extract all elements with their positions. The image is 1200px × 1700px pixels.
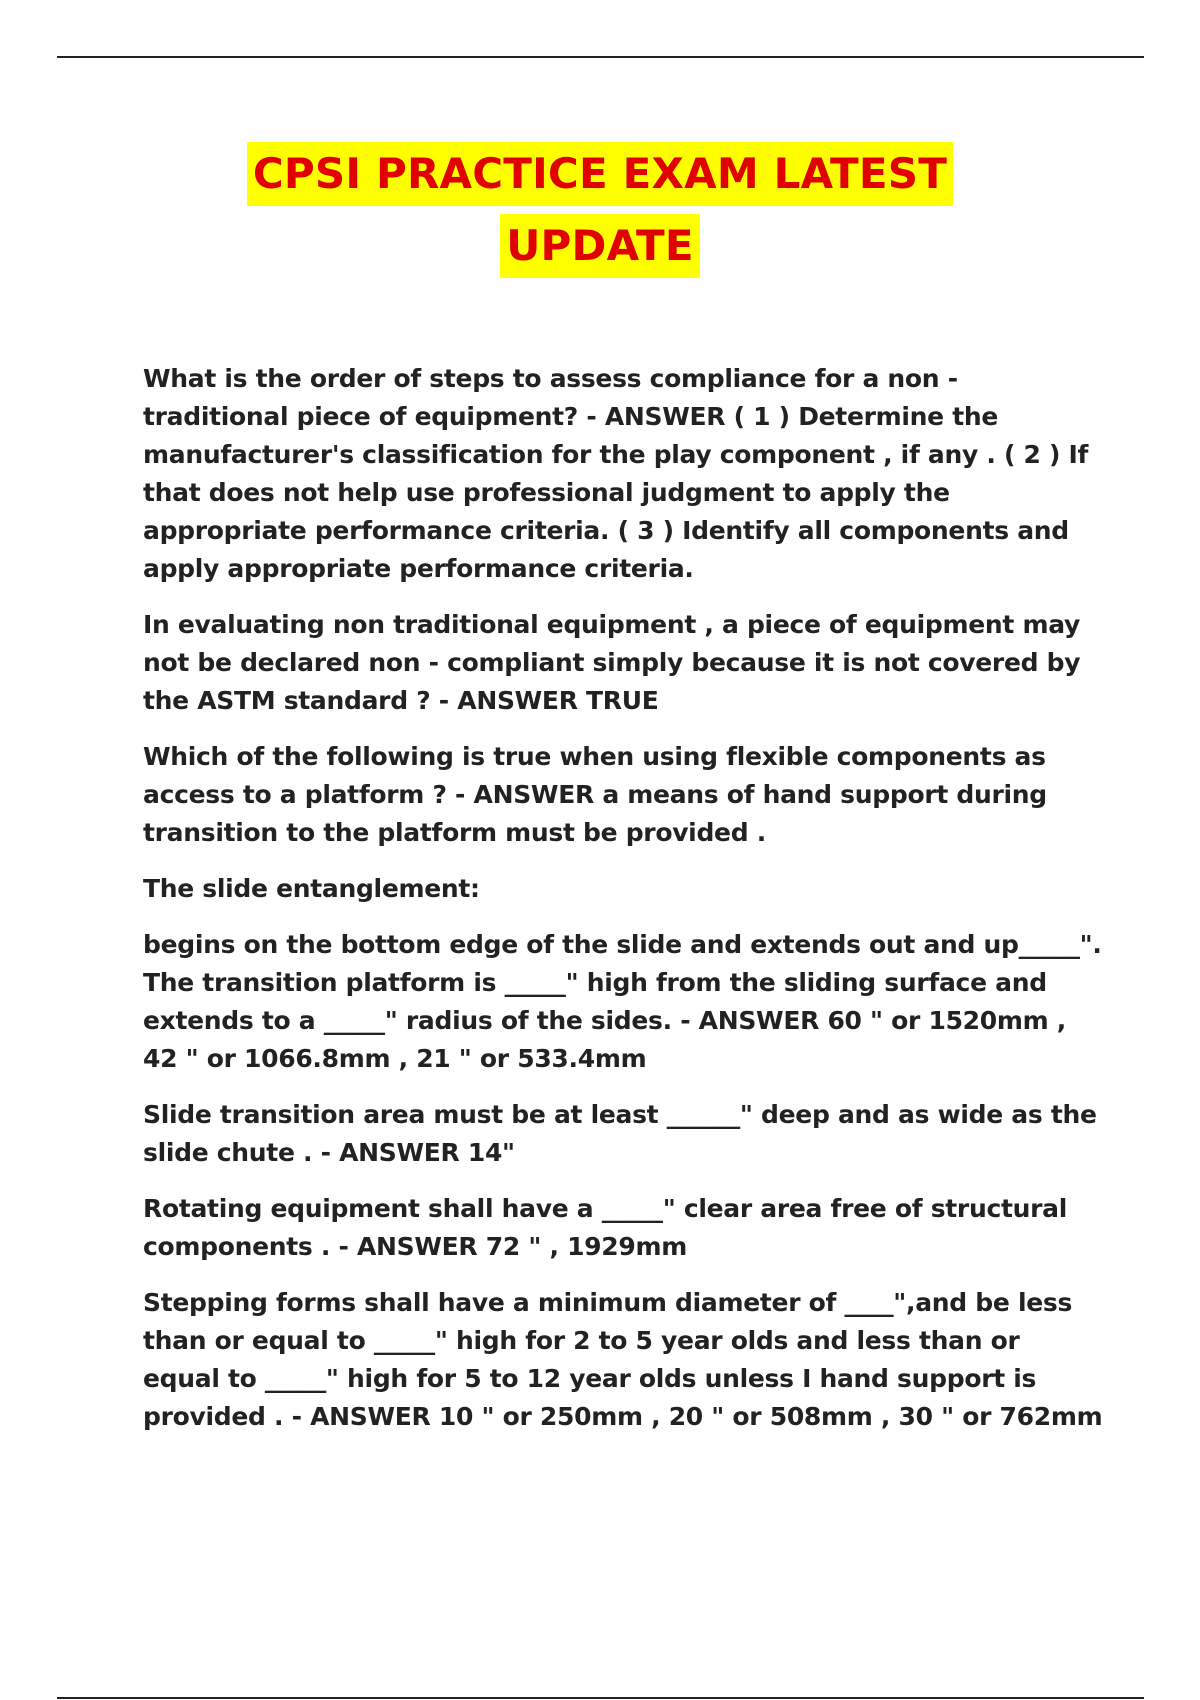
question-paragraph: Stepping forms shall have a minimum diameter of ____",and be less than or equal to _____" high for 2 to 5 year olds and less than or equal to _____" high for 5 to 12 year olds unless I hand support is provided . - ANSWER 10 " or 250mm , 20 " or 508mm , 30 " or 762mm xyxy=(143,1288,1103,1431)
question-paragraph: The slide entanglement: xyxy=(143,874,480,903)
document-body xyxy=(143,360,1103,1454)
question-paragraph: Which of the following is true when using flexible components as access to a platform ? - ANSWER a means of hand support during transition to the platform must be provided . xyxy=(143,742,1047,847)
question-paragraph: In evaluating non traditional equipment , a piece of equipment may not be declared non - compliant simply because it is not covered by the ASTM standard ? - ANSWER TRUE xyxy=(143,610,1081,715)
question-paragraph: What is the order of steps to assess compliance for a non - traditional piece of equipment? - ANSWER ( 1 ) Determine the manufacturer's classification for the play component , if any . ( 2 ) If that does not help use professional judgment to apply the appropriate performance criteria. ( 3 ) Identify all components and apply appropriate performance criteria. xyxy=(143,364,1089,583)
document-title xyxy=(0,142,1200,278)
question-paragraph: Slide transition area must be at least ______" deep and as wide as the slide chute . - ANSWER 14" xyxy=(143,1100,1097,1167)
question-paragraph: begins on the bottom edge of the slide and extends out and up_____". The transition platform is _____" high from the sliding surface and extends to a _____" radius of the sides. - ANSWER 60 " or 1520mm , 42 " or 1066.8mm , 21 " or 533.4mm xyxy=(143,930,1102,1073)
title-line-1: CPSI PRACTICE EXAM LATEST xyxy=(247,142,953,206)
question-paragraph: Rotating equipment shall have a _____" clear area free of structural components . - ANSWER 72 " , 1929mm xyxy=(143,1194,1067,1261)
top-rule xyxy=(57,56,1144,58)
title-line-2: UPDATE xyxy=(500,214,700,278)
bottom-rule xyxy=(57,1697,1144,1699)
